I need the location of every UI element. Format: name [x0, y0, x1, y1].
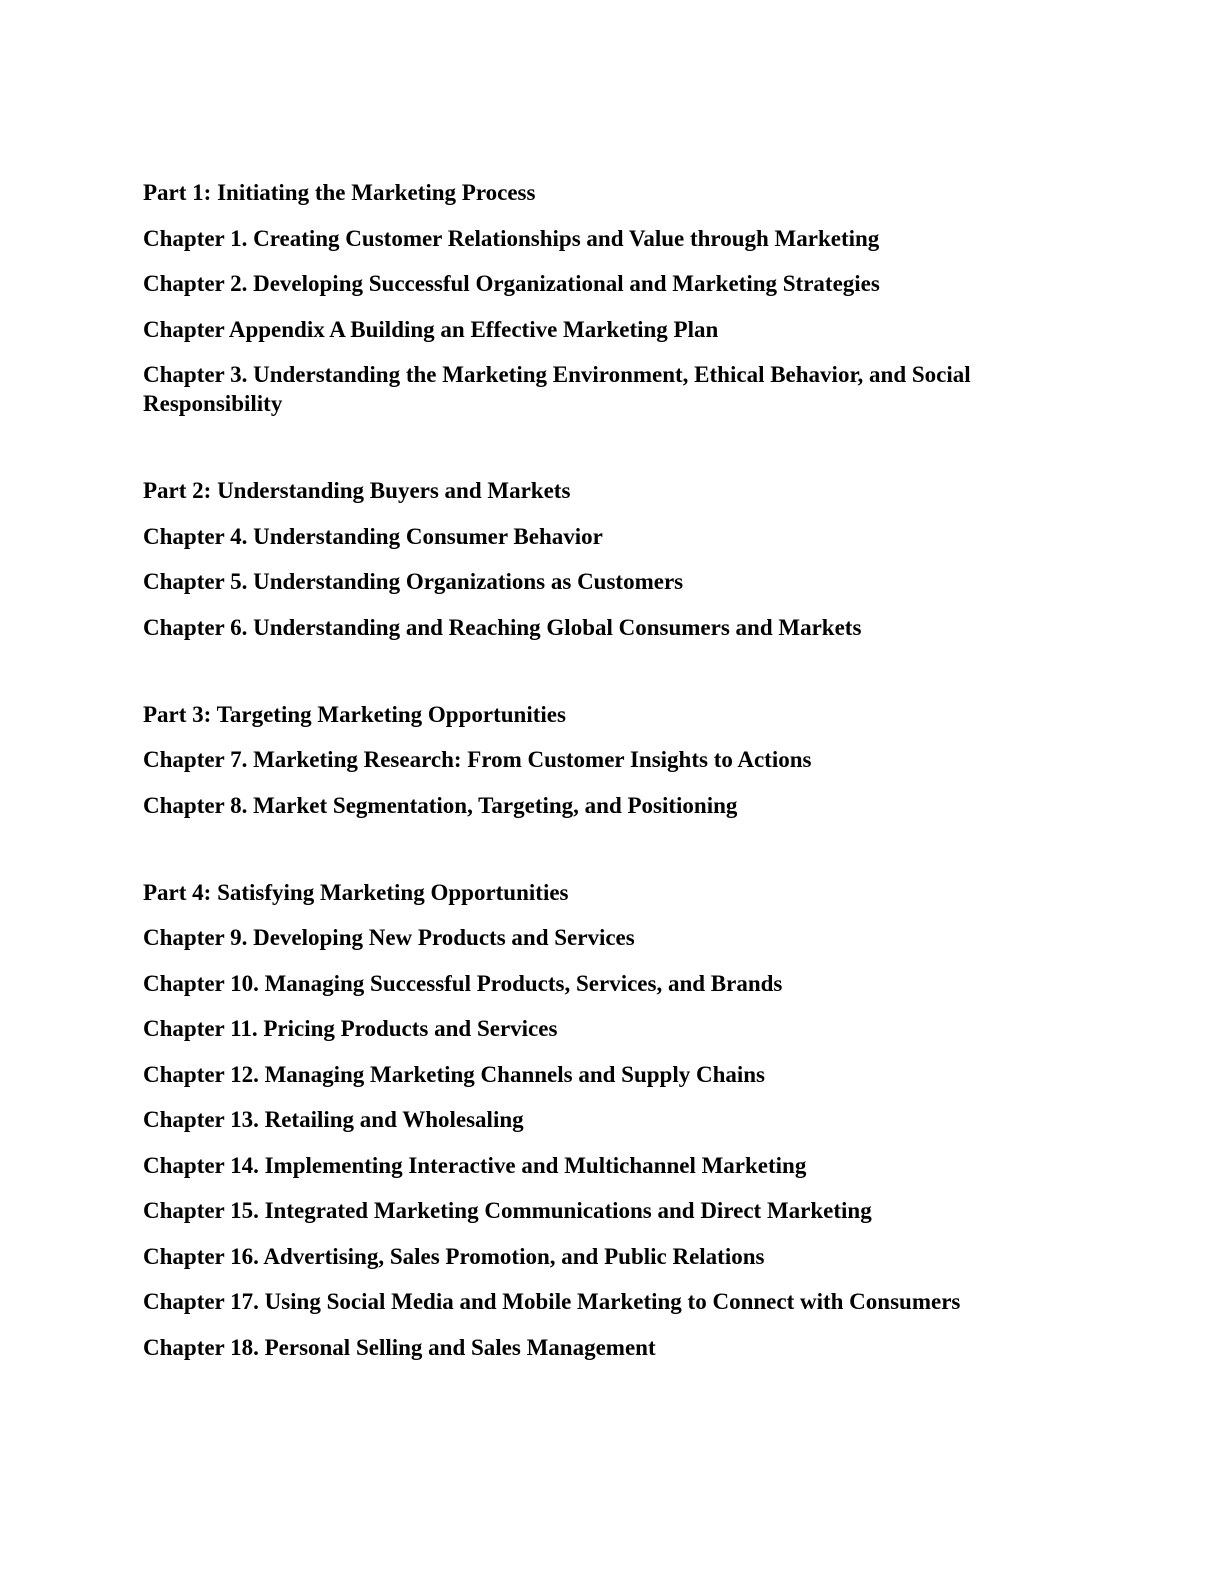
- chapter-5-entry: Chapter 5. Understanding Organizations as Customers: [143, 569, 684, 594]
- chapter-10-entry: Chapter 10. Managing Successful Products, Services, and Brands: [143, 970, 783, 996]
- chapter-15-entry: Chapter 15. Integrated Marketing Communications and Direct Marketing: [143, 1198, 872, 1223]
- part-1-title: Part 1: Initiating the Marketing Process: [143, 180, 536, 205]
- chapter-13-entry: Chapter 13. Retailing and Wholesaling: [143, 1107, 524, 1132]
- table-of-contents: [143, 178, 1023, 1420]
- chapter-18-entry: Chapter 18. Personal Selling and Sales Management: [143, 1334, 656, 1360]
- chapter-4-entry: Chapter 4. Understanding Consumer Behavior: [143, 523, 603, 549]
- chapter-1-entry: Chapter 1. Creating Customer Relationships and Value through Marketing: [143, 225, 880, 251]
- part-2-section: [143, 476, 1023, 642]
- chapter-8-entry: Chapter 8. Market Segmentation, Targeting, and Positioning: [143, 792, 738, 818]
- chapter-7-entry: Chapter 7. Marketing Research: From Customer Insights to Actions: [143, 747, 812, 772]
- part-3-title: Part 3: Targeting Marketing Opportunities: [143, 701, 566, 727]
- chapter-17-entry: Chapter 17. Using Social Media and Mobile Marketing to Connect with Consumers: [143, 1289, 961, 1314]
- chapter-appendix-a-entry: Chapter Appendix A Building an Effective Marketing Plan: [143, 316, 719, 342]
- part-4-section: [143, 878, 1023, 1362]
- chapter-11-entry: Chapter 11. Pricing Products and Services: [143, 1016, 558, 1041]
- chapter-6-entry: Chapter 6. Understanding and Reaching Global Consumers and Markets: [143, 614, 862, 640]
- part-1-section: [143, 178, 1023, 418]
- chapter-9-entry: Chapter 9. Developing New Products and Services: [143, 925, 635, 950]
- chapter-3-entry: Chapter 3. Understanding the Marketing Environment, Ethical Behavior, and Social Responsibility: [143, 362, 971, 416]
- chapter-2-entry: Chapter 2. Developing Successful Organizational and Marketing Strategies: [143, 271, 880, 296]
- chapter-14-entry: Chapter 14. Implementing Interactive and Multichannel Marketing: [143, 1152, 807, 1178]
- chapter-12-entry: Chapter 12. Managing Marketing Channels and Supply Chains: [143, 1061, 765, 1087]
- part-4-title: Part 4: Satisfying Marketing Opportunities: [143, 879, 569, 905]
- chapter-16-entry: Chapter 16. Advertising, Sales Promotion, and Public Relations: [143, 1243, 765, 1269]
- part-2-title: Part 2: Understanding Buyers and Markets: [143, 478, 571, 503]
- part-3-section: [143, 700, 1023, 820]
